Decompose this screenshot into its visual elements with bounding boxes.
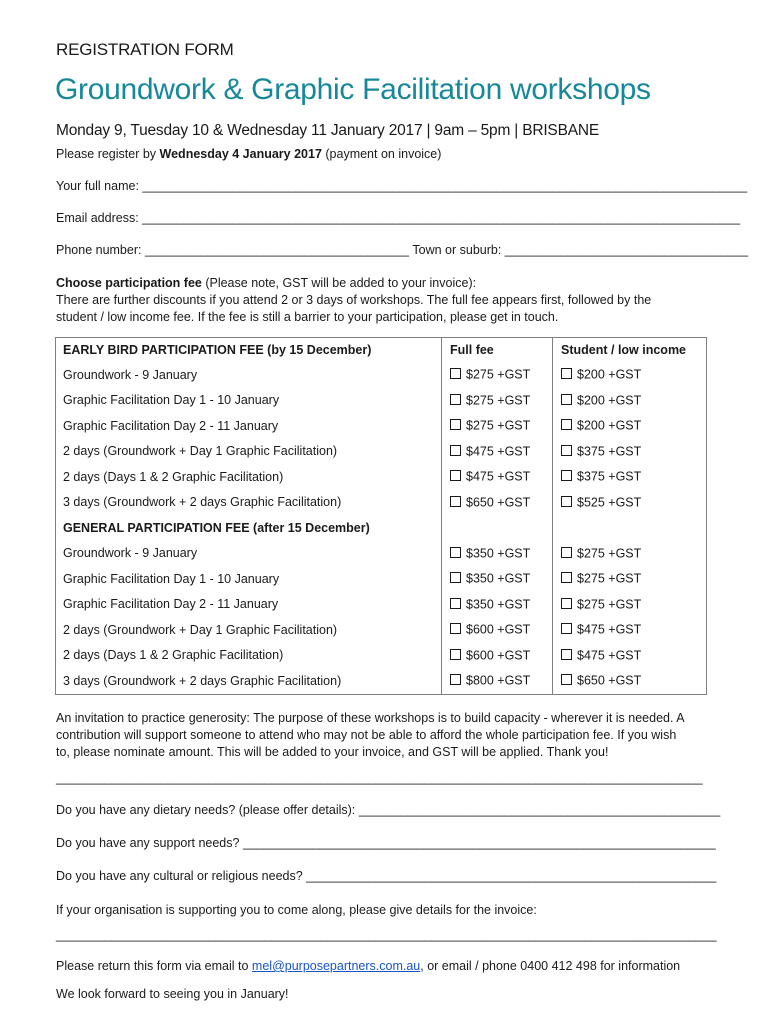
support-field[interactable]: Do you have any support needs? ____________________________________________________________________	[56, 836, 716, 850]
full-name-label: Your full name:	[56, 179, 143, 193]
table-row	[56, 439, 707, 465]
full-fee-price: $350 +GST	[466, 572, 531, 587]
register-deadline-line: Please register by Wednesday 4 January 2017 (payment on invoice)	[56, 147, 442, 161]
full-fee-cell[interactable]	[442, 541, 553, 567]
table-row	[56, 362, 707, 388]
student-fee-price: $200 +GST	[577, 419, 642, 434]
full-name-line[interactable]: _______________________________________________________________________________________	[142, 179, 748, 193]
checkbox[interactable]	[450, 445, 461, 456]
checkbox[interactable]	[450, 674, 461, 685]
fee-option-label: 2 days (Days 1 & 2 Graphic Facilitation)	[56, 464, 442, 490]
full-fee-price: $650 +GST	[466, 495, 531, 510]
table-row	[56, 413, 707, 439]
student-fee-cell[interactable]	[553, 541, 707, 567]
checkbox[interactable]	[450, 572, 461, 583]
checkbox[interactable]	[561, 394, 572, 405]
checkbox[interactable]	[450, 470, 461, 481]
table-row	[56, 566, 707, 592]
early-bird-header: EARLY BIRD PARTICIPATION FEE (by 15 December)	[56, 338, 442, 363]
full-fee-cell[interactable]	[442, 464, 553, 490]
student-fee-price: $375 +GST	[577, 444, 642, 459]
fee-option-label: Groundwork - 9 January	[56, 541, 442, 567]
full-fee-price: $350 +GST	[466, 546, 531, 561]
empty-cell	[553, 515, 707, 541]
table-row	[56, 617, 707, 643]
full-name-field[interactable]	[56, 179, 747, 193]
form-label: REGISTRATION FORM	[56, 40, 234, 59]
cultural-line[interactable]: ___________________________________________________________	[306, 869, 717, 883]
empty-cell	[442, 515, 553, 541]
student-fee-cell[interactable]	[553, 668, 707, 694]
student-fee-cell[interactable]	[553, 439, 707, 465]
checkbox[interactable]	[561, 419, 572, 430]
generosity-line-3: to, please nominate amount. This will be added to your invoice, and GST will be applied. Thank you!	[56, 745, 609, 759]
register-deadline: Wednesday 4 January 2017	[159, 147, 322, 161]
early-bird-header-row	[56, 338, 707, 363]
student-fee-price: $200 +GST	[577, 393, 642, 408]
student-fee-price: $275 +GST	[577, 597, 642, 612]
fee-option-label: Graphic Facilitation Day 1 - 10 January	[56, 388, 442, 414]
general-fee-header: GENERAL PARTICIPATION FEE (after 15 December)	[56, 515, 442, 541]
full-fee-price: $800 +GST	[466, 674, 531, 689]
checkbox[interactable]	[450, 419, 461, 430]
full-fee-cell[interactable]	[442, 566, 553, 592]
checkbox[interactable]	[561, 649, 572, 660]
table-row	[56, 388, 707, 414]
checkbox[interactable]	[561, 598, 572, 609]
fee-intro-line-3: student / low income fee. If the fee is still a barrier to your participation, please get in touch.	[56, 310, 559, 324]
checkbox[interactable]	[450, 598, 461, 609]
table-row	[56, 592, 707, 618]
fee-option-label: Graphic Facilitation Day 2 - 11 January	[56, 413, 442, 439]
closing-line: We look forward to seeing you in January!	[56, 987, 289, 1001]
full-fee-cell[interactable]	[442, 362, 553, 388]
fee-intro-heading: Choose participation fee (Please note, GST will be added to your invoice):	[56, 276, 477, 290]
student-fee-cell[interactable]	[553, 490, 707, 516]
fee-option-label: 3 days (Groundwork + 2 days Graphic Facilitation)	[56, 490, 442, 516]
town-line[interactable]: ___________________________________	[504, 243, 749, 257]
fee-option-label: Graphic Facilitation Day 2 - 11 January	[56, 592, 442, 618]
full-fee-price: $275 +GST	[466, 393, 531, 408]
full-fee-price: $475 +GST	[466, 444, 531, 459]
generosity-line-1: An invitation to practice generosity: The purpose of these workshops is to build capacity - wherever it is needed. A	[56, 711, 685, 725]
full-fee-cell[interactable]	[442, 388, 553, 414]
checkbox[interactable]	[561, 470, 572, 481]
fee-option-label: Graphic Facilitation Day 1 - 10 January	[56, 566, 442, 592]
checkbox[interactable]	[561, 368, 572, 379]
student-fee-cell[interactable]	[553, 592, 707, 618]
student-fee-cell[interactable]	[553, 617, 707, 643]
student-fee-price: $475 +GST	[577, 648, 642, 663]
student-fee-price: $275 +GST	[577, 546, 642, 561]
student-fee-price: $650 +GST	[577, 674, 642, 689]
email-label: Email address:	[56, 211, 143, 225]
full-fee-cell[interactable]	[442, 592, 553, 618]
student-fee-cell[interactable]	[553, 464, 707, 490]
checkbox[interactable]	[450, 623, 461, 634]
full-fee-cell[interactable]	[442, 617, 553, 643]
checkbox[interactable]	[450, 496, 461, 507]
student-fee-cell[interactable]	[553, 413, 707, 439]
full-fee-price: $475 +GST	[466, 470, 531, 485]
student-fee-cell[interactable]	[553, 362, 707, 388]
contact-email-link[interactable]: mel@purposepartners.com.au	[251, 959, 421, 973]
fee-intro-line-2: There are further discounts if you attend 2 or 3 days of workshops. The full fee appears first, followed by the	[56, 293, 652, 307]
general-header-row	[56, 515, 707, 541]
full-fee-cell[interactable]	[442, 643, 553, 669]
student-fee-price: $275 +GST	[577, 572, 642, 587]
table-row	[56, 643, 707, 669]
full-fee-cell[interactable]	[442, 439, 553, 465]
full-fee-cell[interactable]	[442, 668, 553, 694]
generosity-line-2: contribution will support someone to attend who may not be able to afford the whole participation fee. If you wish	[56, 728, 677, 742]
table-row	[56, 541, 707, 567]
checkbox[interactable]	[561, 674, 572, 685]
full-fee-header: Full fee	[442, 338, 553, 363]
student-fee-price: $525 +GST	[577, 495, 642, 510]
dietary-field[interactable]: Do you have any dietary needs? (please offer details): ____________________________________________________	[56, 803, 721, 817]
email-field[interactable]	[56, 211, 740, 225]
student-fee-cell[interactable]	[553, 566, 707, 592]
table-row	[56, 668, 707, 694]
fee-option-label: 2 days (Groundwork + Day 1 Graphic Facilitation)	[56, 439, 442, 465]
checkbox[interactable]	[450, 649, 461, 660]
generosity-amount-line[interactable]: _____________________________________________________________________________________________	[56, 771, 703, 785]
table-row	[56, 464, 707, 490]
fee-table	[55, 337, 707, 695]
full-fee-cell[interactable]	[442, 490, 553, 516]
page-title: Groundwork & Graphic Facilitation workshops	[55, 73, 651, 106]
checkbox[interactable]	[450, 547, 461, 558]
student-fee-price: $200 +GST	[577, 368, 642, 383]
fee-option-label: 3 days (Groundwork + 2 days Graphic Facilitation)	[56, 668, 442, 694]
town-label: Town or suburb:	[409, 243, 505, 257]
checkbox[interactable]	[450, 394, 461, 405]
phone-town-field[interactable]	[56, 243, 748, 257]
full-fee-price: $600 +GST	[466, 648, 531, 663]
student-fee-cell[interactable]	[553, 388, 707, 414]
organisation-line[interactable]: _______________________________________________________________________________________________	[56, 928, 717, 942]
checkbox[interactable]	[561, 547, 572, 558]
fee-option-label: 2 days (Days 1 & 2 Graphic Facilitation)	[56, 643, 442, 669]
checkbox[interactable]	[561, 496, 572, 507]
return-instructions: Please return this form via email to mel@purposepartners.com.au, or email / phone 0400 412 498 for information	[56, 959, 681, 973]
full-fee-price: $275 +GST	[466, 419, 531, 434]
student-fee-header: Student / low income	[553, 338, 707, 363]
student-fee-price: $375 +GST	[577, 470, 642, 485]
fee-option-label: 2 days (Groundwork + Day 1 Graphic Facilitation)	[56, 617, 442, 643]
student-fee-cell[interactable]	[553, 643, 707, 669]
workshop-dates: Monday 9, Tuesday 10 & Wednesday 11 January 2017 | 9am – 5pm | BRISBANE	[56, 122, 599, 139]
phone-line[interactable]: ______________________________________	[144, 243, 410, 257]
full-fee-price: $600 +GST	[466, 623, 531, 638]
checkbox[interactable]	[561, 623, 572, 634]
cultural-field[interactable]: Do you have any cultural or religious needs? ___________________________________________________________	[56, 869, 717, 883]
checkbox[interactable]	[450, 368, 461, 379]
full-fee-price: $350 +GST	[466, 597, 531, 612]
email-line[interactable]: ______________________________________________________________________________________	[142, 211, 741, 225]
organisation-label: If your organisation is supporting you to come along, please give details for the invoice:	[56, 903, 537, 917]
full-fee-cell[interactable]	[442, 413, 553, 439]
fee-option-label: Groundwork - 9 January	[56, 362, 442, 388]
full-fee-price: $275 +GST	[466, 368, 531, 383]
student-fee-price: $475 +GST	[577, 623, 642, 638]
phone-label: Phone number:	[56, 243, 145, 257]
table-row	[56, 490, 707, 516]
dietary-line[interactable]: ____________________________________________________	[358, 803, 721, 817]
checkbox[interactable]	[561, 572, 572, 583]
support-line[interactable]: ____________________________________________________________________	[242, 836, 716, 850]
checkbox[interactable]	[561, 445, 572, 456]
